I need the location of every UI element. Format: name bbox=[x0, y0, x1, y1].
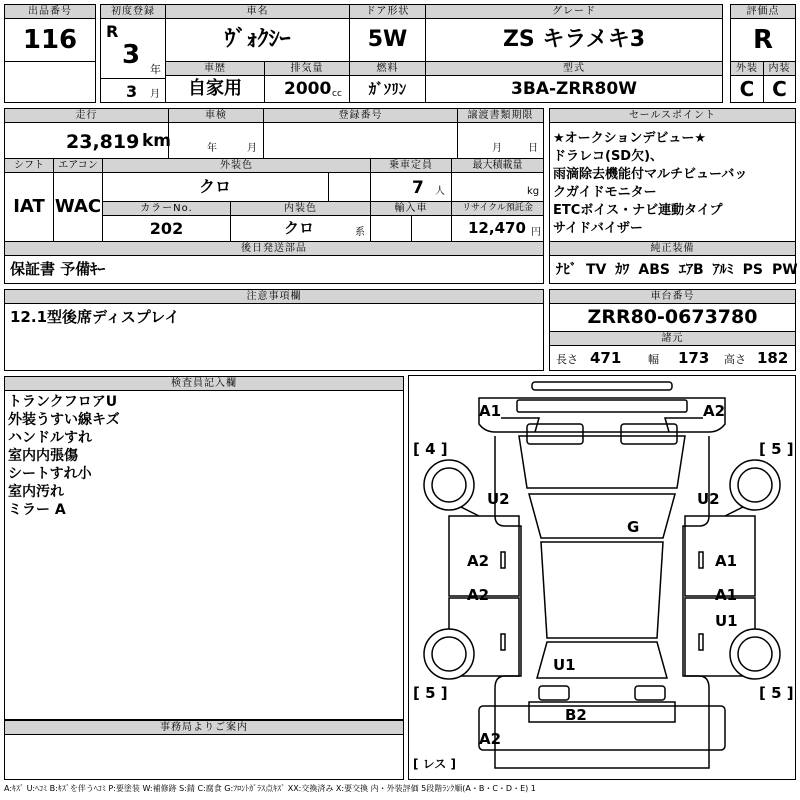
first-reg-month: 3 bbox=[126, 82, 138, 101]
height-label: 高さ bbox=[724, 353, 746, 366]
sales-line: 雨滴除去機能付マルチビューバッ bbox=[553, 167, 748, 182]
capacity-unit: 人 bbox=[435, 186, 445, 197]
lot-label: 出品番号 bbox=[4, 4, 96, 19]
color-no-value: 202 bbox=[149, 218, 184, 238]
first-reg-label: 初度登録 bbox=[100, 4, 166, 19]
exterior-value: C bbox=[739, 77, 755, 101]
inspection-year-unit: 年 bbox=[207, 143, 217, 154]
fuel-value: ｶﾞｿﾘﾝ bbox=[368, 79, 407, 98]
inspection-label: 車検 bbox=[168, 108, 264, 123]
equipment-item: TV bbox=[586, 262, 607, 278]
equipment-item: ABS bbox=[638, 262, 670, 278]
score-value: R bbox=[752, 25, 774, 55]
mark-front-left: A1 bbox=[479, 402, 502, 420]
car-damage-diagram bbox=[408, 375, 796, 780]
load-label: 最大積載量 bbox=[451, 158, 544, 173]
mark-rear-bumper: A2 bbox=[479, 730, 502, 748]
int-color-label: 内装色 bbox=[230, 201, 371, 216]
displacement-label: 排気量 bbox=[264, 61, 350, 76]
capacity-label: 乗車定員 bbox=[370, 158, 452, 173]
chassis-number: ZRR80-0673780 bbox=[587, 306, 758, 328]
transfer-month-unit: 月 bbox=[492, 143, 502, 154]
mark-tire-rr-value: 5 bbox=[771, 684, 782, 702]
import-label: 輸入車 bbox=[370, 201, 452, 216]
displacement-value: 2000 bbox=[284, 79, 332, 99]
inspector-notes bbox=[8, 393, 120, 519]
length-value: 471 bbox=[590, 349, 622, 367]
mark-spare-value: レス bbox=[422, 757, 447, 771]
door-label: ドア形状 bbox=[349, 4, 426, 19]
sales-line: サイドバイザー bbox=[553, 221, 643, 236]
mark-rear-panel: B2 bbox=[565, 706, 587, 724]
car-outline bbox=[409, 376, 795, 779]
inspector-line: 室内汚れ bbox=[8, 484, 64, 500]
ext-color-sub-cell bbox=[328, 172, 371, 202]
equipment-label: 純正装備 bbox=[549, 241, 796, 256]
first-reg-year: 3 bbox=[122, 40, 141, 70]
displacement-unit: cc bbox=[332, 89, 342, 99]
score-label: 評価点 bbox=[730, 4, 796, 19]
model-label: 型式 bbox=[425, 61, 723, 76]
ac-value: WAC bbox=[54, 196, 102, 217]
history-value: 自家用 bbox=[188, 78, 242, 99]
load-unit: kg bbox=[527, 186, 540, 197]
plate-cell bbox=[263, 122, 458, 159]
mileage-label: 走行 bbox=[4, 108, 169, 123]
grade-label: グレード bbox=[425, 4, 723, 19]
equipment-item: PS bbox=[742, 262, 763, 278]
recycle-value: 12,470 bbox=[468, 219, 526, 237]
inspector-line: トランクフロアU bbox=[8, 394, 118, 410]
mileage-value: 23,819 bbox=[66, 131, 140, 153]
color-no-label: カラーNo. bbox=[102, 201, 231, 216]
model-value: 3BA-ZRR80W bbox=[511, 78, 637, 99]
equipment-item: ﾅﾋﾞ bbox=[556, 262, 577, 278]
mark-door-fl: A2 bbox=[467, 552, 490, 570]
sales-line: クガイドモニター bbox=[553, 185, 657, 200]
recycle-label: リサイクル預託金 bbox=[451, 201, 544, 216]
notes-label: 注意事項欄 bbox=[4, 289, 544, 304]
ext-color-label: 外装色 bbox=[102, 158, 371, 173]
era-mark: R bbox=[106, 22, 119, 41]
inspector-line: ハンドルすれ bbox=[8, 430, 92, 446]
inspector-line: ミラー A bbox=[8, 502, 66, 518]
sales-line: ETCボイス・ナビ連動タイプ bbox=[553, 203, 723, 218]
mark-door-rr2: U1 bbox=[715, 612, 738, 630]
office-label: 事務局よりご案内 bbox=[4, 720, 404, 735]
equipment-item: ｱﾙﾐ bbox=[712, 262, 734, 278]
equipment-item: PW bbox=[772, 262, 798, 278]
inspection-month-unit: 月 bbox=[247, 143, 257, 154]
transfer-label: 譲渡書類期限 bbox=[457, 108, 544, 123]
height-value: 182 bbox=[757, 349, 789, 367]
ext-color-value: クロ bbox=[198, 177, 231, 196]
mileage-unit: km bbox=[142, 131, 172, 151]
legend: A:ｷｽﾞ U:ﾍｺﾐ B:ｷｽﾞを伴うﾍｺﾐ P:要塗装 W:補修跡 S:錆 C:腐食 G:ﾌﾛﾝﾄｶﾞﾗｽ点ｷｽﾞ XX:交換済み X:要交換 内・外装評価 5段階ﾗﾝｸ順(A・B・C・D・E) 1 bbox=[4, 784, 536, 793]
door-value: 5W bbox=[367, 27, 408, 52]
sales-line: ★オークションデビュー★ bbox=[553, 131, 707, 146]
month-unit: 月 bbox=[150, 89, 160, 100]
mark-front-right: A2 bbox=[703, 402, 726, 420]
notes-value: 12.1型後席ディスプレイ bbox=[10, 308, 180, 326]
mark-tire-rl: [ 5 ] bbox=[413, 684, 448, 702]
later-parts-label: 後日発送部品 bbox=[4, 241, 544, 256]
length-label: 長さ bbox=[556, 353, 578, 366]
mark-fender-left: U2 bbox=[487, 490, 510, 508]
sales-label: セールスポイント bbox=[549, 108, 796, 123]
sales-points bbox=[553, 130, 747, 238]
plate-label: 登録番号 bbox=[263, 108, 458, 123]
specs-label: 諸元 bbox=[549, 331, 796, 346]
import-cell-a bbox=[370, 215, 412, 242]
recycle-unit: 円 bbox=[531, 227, 541, 238]
exterior-label: 外装 bbox=[730, 61, 764, 76]
mark-tire-rr: [ 5 ] bbox=[759, 684, 794, 702]
transfer-day-unit: 日 bbox=[528, 143, 538, 154]
mark-door-fr: A1 bbox=[715, 552, 738, 570]
mark-rear-glass: U1 bbox=[553, 656, 576, 674]
year-unit: 年 bbox=[150, 63, 161, 76]
inspector-line: 外装うすい線キズ bbox=[8, 412, 120, 428]
mark-tire-fl-value: 4 bbox=[425, 440, 436, 458]
mark-fender-right: U2 bbox=[697, 490, 720, 508]
width-value: 173 bbox=[678, 349, 710, 367]
later-parts-value: 保証書 予備ｷｰ bbox=[10, 260, 106, 278]
inspector-line: 室内内張傷 bbox=[8, 448, 78, 464]
capacity-value: 7 bbox=[412, 178, 424, 198]
mark-tire-fl: [ 4 ] bbox=[413, 440, 448, 458]
equipment-item: ｴｱB bbox=[678, 262, 704, 278]
int-color-value: クロ bbox=[284, 219, 315, 237]
interior-value: C bbox=[772, 77, 787, 101]
width-label: 幅 bbox=[648, 353, 659, 366]
inspector-line: シートすれ小 bbox=[8, 466, 92, 482]
int-color-unit: 系 bbox=[355, 227, 365, 238]
fuel-label: 燃料 bbox=[349, 61, 426, 76]
lot-empty-cell bbox=[4, 61, 96, 103]
interior-label: 内装 bbox=[763, 61, 796, 76]
import-cell-b bbox=[411, 215, 452, 242]
office-cell bbox=[4, 734, 404, 780]
shift-value: IAT bbox=[13, 196, 45, 217]
mark-glass: G bbox=[627, 518, 640, 536]
mark-tire-rl-value: 5 bbox=[425, 684, 436, 702]
equipment-list bbox=[556, 263, 798, 277]
mark-door-rl: A2 bbox=[467, 586, 490, 604]
car-name: ｳﾞｫｸｼｰ bbox=[224, 27, 291, 52]
inspector-label: 検査員記入欄 bbox=[4, 376, 404, 391]
sales-line: ドラレコ(SD欠)、 bbox=[553, 149, 664, 164]
mark-tire-fr: [ 5 ] bbox=[759, 440, 794, 458]
mark-door-rr: A1 bbox=[715, 586, 738, 604]
car-name-label: 車名 bbox=[165, 4, 350, 19]
chassis-label: 車台番号 bbox=[549, 289, 796, 304]
grade-value: ZS キラメキ3 bbox=[502, 27, 646, 52]
shift-label: シフト bbox=[4, 158, 54, 173]
lot-number: 116 bbox=[22, 25, 78, 55]
mark-tire-fr-value: 5 bbox=[771, 440, 782, 458]
mark-spare: [ レス ] bbox=[413, 757, 456, 771]
ac-label: エアコン bbox=[53, 158, 103, 173]
history-label: 車歴 bbox=[165, 61, 265, 76]
equipment-item: ｶﾜ bbox=[615, 262, 630, 278]
